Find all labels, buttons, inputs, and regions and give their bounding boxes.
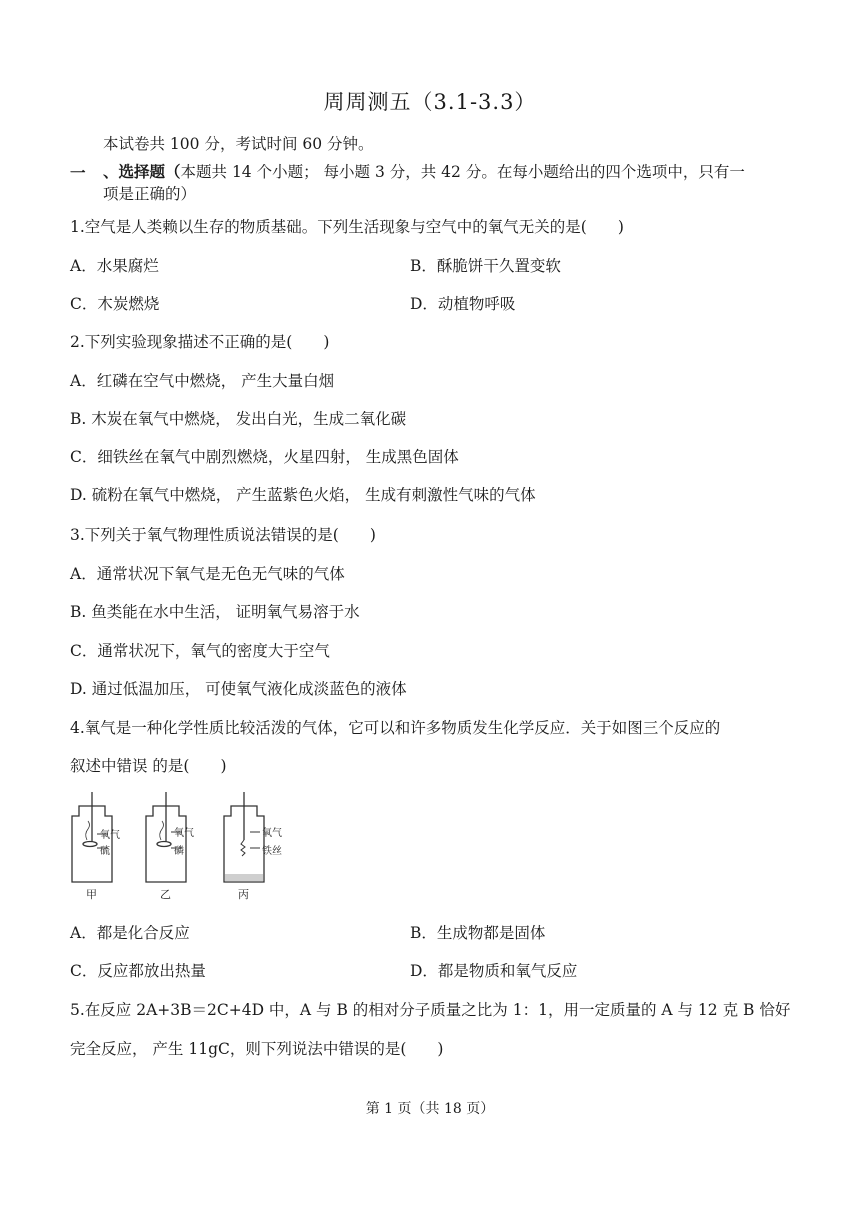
- jar-yi-substance-label: 磷: [174, 846, 184, 857]
- jar-yi-gas-label: 氧气: [174, 828, 194, 839]
- question-3-option-c: C．通常状况下，氧气的密度大于空气: [70, 642, 330, 660]
- question-2-option-b: B. 木炭在氧气中燃烧， 发出白光，生成二氧化碳: [70, 410, 407, 428]
- question-1-option-a: A．水果腐烂: [70, 257, 159, 275]
- question-2-option-a: A．红磷在空气中燃烧， 产生大量白烟: [70, 372, 335, 390]
- question-1-option-b: B．酥脆饼干久置变软: [410, 257, 561, 275]
- section-heading-text: 本题共 14 个小题； 每小题 3 分，共 42 分。在每小题给出的四个选项中，只有一: [180, 163, 745, 181]
- question-3-option-a: A．通常状况下氧气是无色无气味的气体: [70, 565, 345, 583]
- question-4-option-c: C．反应都放出热量: [70, 962, 206, 980]
- jar-jia-label: 甲: [86, 888, 97, 901]
- page-title: 周周测五（3.1-3.3）: [323, 90, 537, 114]
- question-5-stem-line-1: 5.在反应 2A+3B＝2C+4D 中，A 与 B 的相对分子质量之比为 1：1，用一定质量的 A 与 12 克 B 恰好: [70, 1001, 791, 1019]
- section-number: 一: [70, 163, 86, 182]
- question-3-option-d: D. 通过低温加压， 可使氧气液化成淡蓝色的液体: [70, 680, 407, 698]
- jar-bing-gas-label: 氧气: [262, 828, 282, 839]
- section-heading-bold: 、选择题（: [103, 162, 181, 181]
- question-2-option-d: D. 硫粉在氧气中燃烧， 产生蓝紫色火焰， 生成有刺激性气味的气体: [70, 486, 536, 504]
- question-3-option-b: B. 鱼类能在水中生活， 证明氧气易溶于水: [70, 603, 360, 621]
- jar-bing-label: 丙: [238, 888, 249, 901]
- jar-bing: [224, 792, 264, 882]
- question-4-stem-line-1: 4.氧气是一种化学性质比较活泼的气体，它可以和许多物质发生化学反应．关于如图三个反应的: [70, 719, 721, 737]
- question-1-option-d: D．动植物呼吸: [410, 295, 516, 313]
- jar-jia-substance-label: 硫: [100, 846, 110, 857]
- question-4-stem-line-2: 叙述中错误 的是( ): [70, 757, 227, 775]
- exam-intro: 本试卷共 100 分，考试时间 60 分钟。: [103, 135, 374, 153]
- question-5-stem-line-2: 完全反应， 产生 11gC，则下列说法中错误的是( ): [70, 1040, 444, 1058]
- page-footer: 第 1 页（共 18 页）: [365, 1101, 495, 1117]
- question-3-stem: 3.下列关于氧气物理性质说法错误的是( ): [70, 526, 376, 544]
- jar-yi-label: 乙: [160, 888, 171, 901]
- jar-jia-gas-label: 氧气: [100, 830, 120, 841]
- question-4-option-d: D．都是物质和氧气反应: [410, 962, 578, 980]
- section-heading: [103, 161, 793, 205]
- question-4-option-b: B．生成物都是固体: [410, 924, 546, 942]
- reaction-jars-figure: [68, 792, 304, 902]
- question-1-stem: 1.空气是人类赖以生存的物质基础。下列生活现象与空气中的氧气无关的是( ): [70, 218, 624, 236]
- question-2-stem: 2.下列实验现象描述不正确的是( ): [70, 333, 330, 351]
- question-4-option-a: A．都是化合反应: [70, 924, 190, 942]
- question-2-option-c: C．细铁丝在氧气中剧烈燃烧，火星四射， 生成黑色固体: [70, 448, 459, 466]
- section-heading-continued: 项是正确的）: [103, 185, 197, 203]
- jar-bing-substance-label: 铁丝: [262, 846, 282, 857]
- question-1-option-c: C．木炭燃烧: [70, 295, 160, 313]
